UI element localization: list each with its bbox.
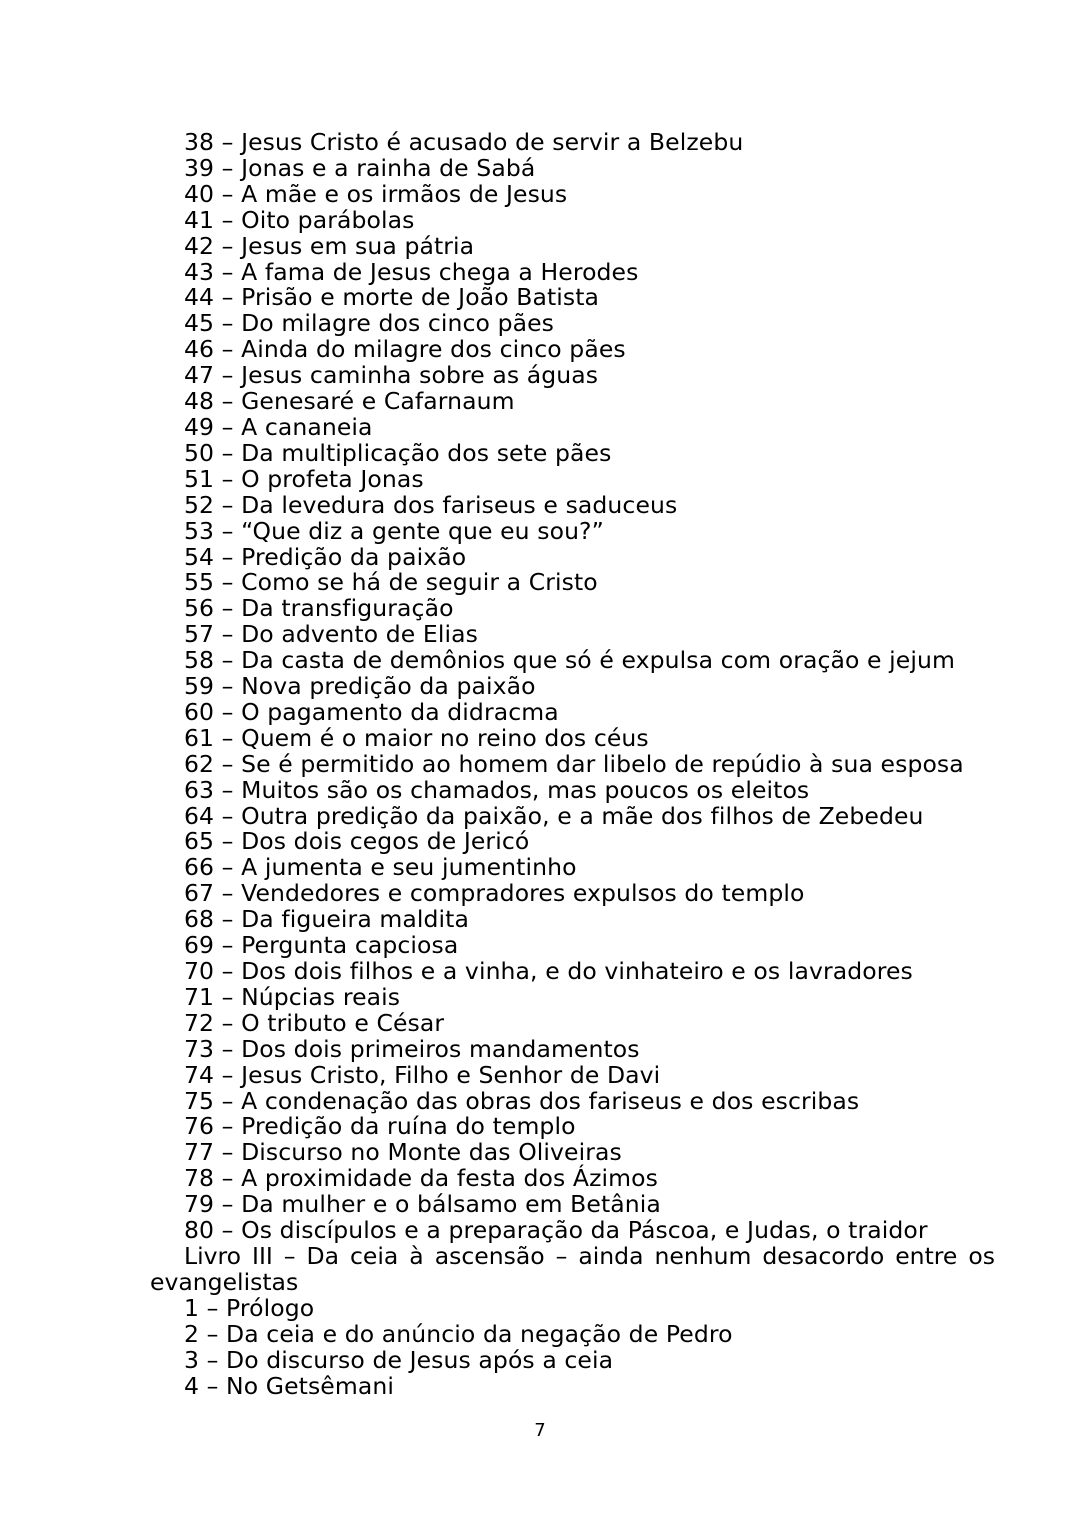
list-item [150, 570, 995, 596]
toc-entry-text: 68 – Da figueira maldita [184, 905, 469, 934]
table-of-contents [150, 130, 995, 1399]
toc-entry-text: 69 – Pergunta capciosa [184, 931, 459, 960]
toc-entry-text: 60 – O pagamento da didracma [184, 697, 559, 726]
toc-entry-text: 2 – Da ceia e do anúncio da negação de Pedro [184, 1319, 733, 1348]
list-item [150, 982, 995, 1011]
toc-entry-text: 74 – Jesus Cristo, Filho e Senhor de Davi [184, 1060, 661, 1089]
toc-entry-text: 70 – Dos dois filhos e a vinha, e do vinhateiro e os lavradores [184, 957, 913, 985]
toc-entry-text: 54 – Predição da paixão [184, 542, 467, 571]
toc-entry-text: 72 – O tributo e César [184, 1008, 445, 1037]
list-item [150, 933, 995, 959]
toc-entry-text: 51 – O profeta Jonas [184, 464, 424, 493]
list-item [150, 438, 995, 467]
toc-entry-text: 56 – Da transfiguração [184, 594, 454, 623]
list-item [150, 1166, 995, 1192]
toc-entry-text: 50 – Da multiplicação dos sete pães [184, 438, 612, 467]
toc-entry-text: 58 – Da casta de demônios que só é expulsa com oração e jejum [184, 646, 955, 675]
list-item [150, 516, 995, 545]
list-item [150, 775, 995, 804]
toc-entry-text: 4 – No Getsêmani [184, 1371, 394, 1400]
toc-entry-text: 1 – Prólogo [184, 1293, 315, 1322]
toc-entry-text: 63 – Muitos são os chamados, mas poucos os eleitos [184, 775, 810, 804]
list-item [150, 1086, 995, 1115]
list-item [150, 1319, 995, 1348]
list-item [150, 130, 995, 156]
list-item [150, 311, 995, 337]
toc-entry-text: 45 – Do milagre dos cinco pães [184, 309, 555, 338]
toc-entry-text: 77 – Discurso no Monte das Oliveiras [184, 1138, 622, 1167]
list-item [150, 723, 995, 752]
list-item [150, 363, 995, 389]
toc-entry-text: 65 – Dos dois cegos de Jericó [184, 827, 530, 856]
list-item [150, 959, 995, 985]
toc-entry-text: 52 – Da levedura dos fariseus e saduceus [184, 490, 678, 519]
list-item [150, 285, 995, 311]
toc-entry-text: 47 – Jesus caminha sobre as águas [184, 361, 599, 390]
list-item [150, 697, 995, 726]
book-heading: Livro III – Da ceia à ascensão – ainda nenhum desacordo entre os evangelistas [150, 1241, 995, 1296]
list-item [150, 542, 995, 571]
list-item [150, 801, 995, 830]
list-item [150, 1371, 995, 1400]
list-item [150, 490, 995, 519]
toc-entry-text: 67 – Vendedores e compradores expulsos do templo [184, 879, 805, 908]
toc-entry-text: 71 – Núpcias reais [184, 982, 401, 1011]
page-number: 7 [534, 1420, 546, 1441]
list-item [150, 1060, 995, 1089]
list-item [150, 231, 995, 260]
list-item [150, 1345, 995, 1374]
toc-entry-text: 57 – Do advento de Elias [184, 620, 478, 649]
toc-entry-text: 49 – A cananeia [184, 412, 373, 441]
toc-entry-text: 44 – Prisão e morte de João Batista [184, 283, 600, 312]
list-item [150, 1008, 995, 1037]
list-item [150, 881, 995, 907]
toc-entry-text: 64 – Outra predição da paixão, e a mãe dos filhos de Zebedeu [184, 801, 924, 830]
toc-entry-text: 3 – Do discurso de Jesus após a ceia [184, 1345, 614, 1374]
list-item [150, 464, 995, 493]
toc-entry-text: 80 – Os discípulos e a preparação da Páscoa, e Judas, o traidor [184, 1216, 928, 1245]
list-item [150, 389, 995, 415]
toc-entry-text: 55 – Como se há de seguir a Cristo [184, 568, 598, 597]
toc-entry-text: 59 – Nova predição da paixão [184, 672, 536, 701]
toc-entry-text: 46 – Ainda do milagre dos cinco pães [184, 335, 626, 364]
toc-entry-text: 79 – Da mulher e o bálsamo em Betânia [184, 1190, 661, 1219]
list-item [150, 205, 995, 234]
toc-entry-text: 76 – Predição da ruína do templo [184, 1112, 576, 1141]
list-item [150, 622, 995, 648]
toc-entry-text: 66 – A jumenta e seu jumentinho [184, 853, 577, 882]
list-item [150, 412, 995, 441]
toc-entry-text: 39 – Jonas e a rainha de Sabá [184, 153, 536, 182]
list-item [150, 1114, 995, 1140]
list-item [150, 829, 995, 855]
list-item [150, 648, 995, 674]
list-item [150, 1293, 995, 1322]
list-item [150, 337, 995, 363]
toc-entry-text: 41 – Oito parábolas [184, 205, 415, 234]
list-item [150, 257, 995, 286]
toc-entry-text: 48 – Genesaré e Cafarnaum [184, 387, 515, 416]
toc-entry-text: 38 – Jesus Cristo é acusado de servir a Belzebu [184, 128, 744, 156]
toc-entry-text: 62 – Se é permitido ao homem dar libelo de repúdio à sua esposa [184, 749, 964, 778]
list-item [150, 153, 995, 182]
list-item [150, 1192, 995, 1218]
toc-entry-text: 43 – A fama de Jesus chega a Herodes [184, 257, 639, 286]
toc-entry-text: 78 – A proximidade da festa dos Ázimos [184, 1164, 658, 1193]
toc-entry-text: 75 – A condenação das obras dos fariseus e dos escribas [184, 1086, 860, 1115]
toc-entry-text: 42 – Jesus em sua pátria [184, 231, 475, 260]
list-item [150, 749, 995, 778]
toc-entry-text: 40 – A mãe e os irmãos de Jesus [184, 179, 568, 208]
list-item [150, 596, 995, 622]
list-item [150, 1218, 995, 1244]
list-item [150, 674, 995, 700]
toc-entry-text: 53 – “Que diz a gente que eu sou?” [184, 516, 604, 545]
list-item [150, 1140, 995, 1166]
list-item [150, 907, 995, 933]
list-item [150, 855, 995, 881]
list-item [150, 1034, 995, 1063]
toc-entry-text: 73 – Dos dois primeiros mandamentos [184, 1034, 640, 1063]
toc-entry-text: 61 – Quem é o maior no reino dos céus [184, 723, 649, 752]
list-item [150, 179, 995, 208]
